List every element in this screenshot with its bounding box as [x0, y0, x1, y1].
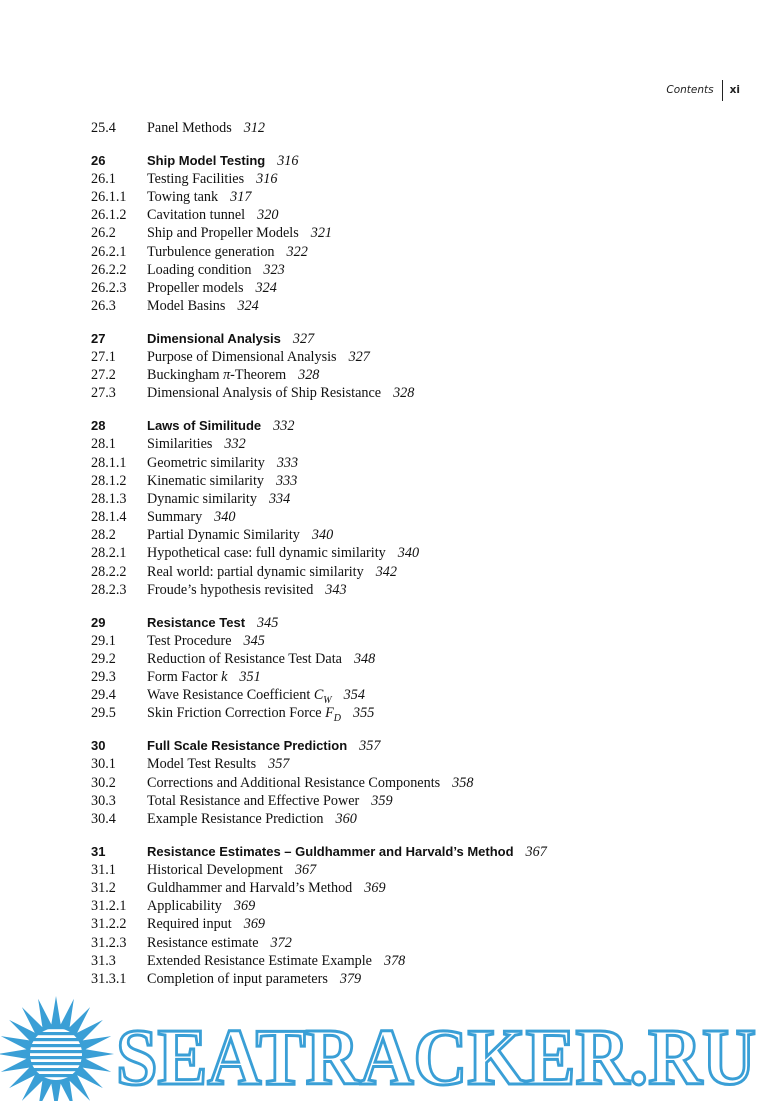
toc-entry-number: 28.2.1 [91, 545, 127, 562]
toc-entry-page: 357 [359, 738, 381, 755]
toc-entry-number: 26.3 [91, 298, 116, 315]
toc-entry-number: 27.2 [91, 367, 116, 384]
toc-entry-number: 28.1.4 [91, 509, 127, 526]
toc-entry-page: 316 [256, 170, 278, 187]
toc-entry-page: 327 [348, 349, 370, 366]
toc-entry-page: 320 [257, 207, 279, 224]
toc-entry-page: 345 [243, 632, 265, 649]
toc-entry-number: 27 [91, 330, 106, 346]
toc-entry-page: 351 [239, 669, 261, 686]
toc-entry-number: 31 [91, 843, 106, 859]
toc-entry [91, 632, 730, 650]
table-of-contents [91, 119, 730, 988]
toc-entry-title: Resistance Estimates – Guldhammer and Harvald’s Method [147, 843, 514, 859]
toc-entry [91, 454, 730, 472]
toc-entry-number: 25.4 [91, 120, 116, 136]
toc-entry-page: 369 [243, 916, 265, 933]
toc-entry-title: Applicability [147, 898, 222, 915]
toc-entry [91, 897, 730, 915]
toc-entry-number: 30 [91, 738, 106, 754]
toc-entry-number: 28.1.3 [91, 490, 127, 507]
running-head-title: Contents [666, 84, 714, 96]
toc-entry-title: Required input [147, 916, 232, 933]
sun-logo-icon [0, 996, 114, 1101]
toc-entry-title: Test Procedure [147, 632, 232, 649]
toc-entry-page: 332 [273, 418, 295, 435]
toc-entry-number: 30.3 [91, 792, 116, 809]
toc-entry-page: 367 [294, 861, 317, 878]
toc-entry-number: 31.3 [91, 952, 116, 969]
toc-entry-page: 348 [353, 650, 376, 667]
toc-chapter-entry [91, 737, 730, 755]
toc-entry-page: 359 [371, 792, 393, 809]
toc-entry [91, 792, 730, 810]
toc-entry-title: Wave Resistance Coefficient $C_W$ [147, 687, 332, 707]
toc-entry-page: 328 [298, 367, 320, 384]
toc-entry-number: 29.5 [91, 705, 116, 722]
toc-entry-title: Hypothetical case: full dynamic similarity [147, 545, 386, 562]
toc-entry-number: 28.1 [91, 436, 116, 453]
toc-entry-number: 26 [91, 152, 106, 168]
toc-chapter-entry [91, 330, 730, 348]
toc-entry [91, 915, 730, 933]
toc-entry-page: 333 [276, 472, 298, 489]
toc-entry [91, 686, 730, 707]
toc-entry-number: 28.2.2 [91, 563, 127, 580]
toc-entry-title: Full Scale Resistance Prediction [147, 738, 348, 754]
toc-entry-title: Extended Resistance Estimate Example [147, 952, 372, 969]
toc-entry-page: 327 [292, 330, 315, 347]
toc-entry-title: Resistance estimate [147, 934, 259, 951]
toc-entry-number: 27.3 [91, 385, 116, 402]
toc-entry-title: Partial Dynamic Similarity [147, 527, 300, 544]
toc-entry-page: 321 [310, 225, 332, 242]
toc-entry-title: Froude’s hypothesis revisited [147, 581, 314, 598]
toc-entry-title: Ship and Propeller Models [147, 225, 299, 242]
toc-entry-title: Purpose of Dimensional Analysis [147, 349, 337, 366]
toc-entry [91, 366, 730, 384]
toc-entry-title: Towing tank [147, 189, 219, 206]
toc-entry [91, 704, 730, 725]
toc-entry [91, 774, 730, 792]
toc-entry [91, 261, 730, 279]
toc-entry-page: 367 [525, 843, 547, 860]
toc-entry-number: 28.2 [91, 527, 116, 544]
toc-chapter-entry [91, 614, 730, 632]
toc-entry [91, 563, 730, 581]
toc-entry-page: 378 [383, 952, 406, 969]
page-number: xi [729, 84, 740, 96]
toc-entry-page: 343 [325, 581, 347, 598]
toc-entry-title: Form Factor k [147, 669, 228, 686]
toc-entry [91, 348, 730, 366]
toc-entry-number: 26.2.3 [91, 280, 127, 296]
toc-entry-page: 340 [397, 545, 420, 562]
toc-entry [91, 490, 730, 508]
toc-entry-number: 26.1.2 [91, 207, 127, 224]
toc-entry-number: 26.2 [91, 225, 116, 242]
toc-entry-title: Resistance Test [147, 614, 246, 630]
toc-entry-number: 31.2.3 [91, 934, 127, 951]
toc-entry-title: Laws of Similitude [147, 418, 262, 434]
toc-entry-page: 322 [286, 243, 308, 260]
toc-entry-title: Turbulence generation [147, 243, 275, 260]
toc-entry-title: Buckingham π-Theorem [147, 367, 287, 384]
toc-entry-title: Similarities [147, 436, 213, 453]
toc-entry [91, 861, 730, 879]
toc-entry-title: Model Basins [147, 298, 226, 315]
toc-entry-title: Real world: partial dynamic similarity [147, 563, 364, 580]
toc-entry [91, 119, 730, 137]
toc-entry-page: 324 [237, 298, 259, 315]
toc-entry [91, 508, 730, 526]
toc-entry-number: 31.2.1 [91, 898, 127, 915]
toc-entry-page: 312 [243, 120, 266, 136]
toc-entry [91, 206, 730, 224]
toc-entry-number: 27.1 [91, 349, 116, 366]
toc-entry-title: Guldhammer and Harvald’s Method [147, 879, 353, 896]
toc-entry-number: 28 [91, 418, 106, 434]
toc-entry-title: Corrections and Additional Resistance Components [147, 774, 441, 791]
toc-entry-page: 369 [233, 898, 256, 915]
page-header [666, 80, 740, 100]
toc-entry-title: Summary [147, 509, 203, 526]
toc-entry-title: Total Resistance and Effective Power [147, 792, 360, 809]
toc-entry [91, 224, 730, 242]
toc-entry [91, 879, 730, 897]
toc-entry-number: 28.1.2 [91, 472, 127, 489]
toc-entry [91, 544, 730, 562]
toc-entry-page: 332 [224, 436, 246, 453]
toc-entry-title: Testing Facilities [147, 170, 245, 187]
toc-entry-number: 29.2 [91, 650, 116, 667]
toc-entry-title: Skin Friction Correction Force $F_D$ [147, 705, 342, 725]
toc-entry-title: Dynamic similarity [147, 490, 257, 507]
toc-entry [91, 297, 730, 315]
watermark-text: SEATRACKER.RU [116, 1014, 756, 1101]
toc-entry-page: 340 [311, 527, 334, 544]
toc-entry-page: 345 [257, 614, 279, 631]
toc-entry [91, 952, 730, 970]
toc-entry [91, 934, 730, 952]
toc-entry-number: 28.1.1 [91, 454, 127, 471]
toc-entry-number: 31.1 [91, 861, 116, 878]
toc-entry-page: 355 [353, 705, 375, 722]
toc-entry-number: 29.3 [91, 669, 116, 686]
toc-entry-title: Example Resistance Prediction [147, 810, 324, 827]
toc-entry-title: Reduction of Resistance Test Data [147, 650, 342, 667]
toc-entry-number: 29 [91, 614, 106, 630]
toc-entry-title: Kinematic similarity [147, 472, 265, 489]
toc-entry-number: 31.2.2 [91, 916, 127, 933]
toc-entry-page: 358 [452, 774, 474, 791]
toc-entry-number: 30.4 [91, 810, 116, 827]
toc-entry-title: Cavitation tunnel [147, 207, 246, 224]
toc-entry-page: 342 [375, 563, 397, 580]
toc-entry-title: Loading condition [147, 261, 252, 278]
toc-entry [91, 170, 730, 188]
toc-entry-page: 379 [339, 970, 362, 987]
toc-entry-number: 29.1 [91, 632, 116, 649]
toc-entry-title: Propeller models [147, 280, 244, 296]
watermark-logo [0, 984, 770, 1101]
toc-entry [91, 279, 730, 297]
toc-entry [91, 188, 730, 206]
toc-entry [91, 755, 730, 773]
toc-entry-title: Historical Development [147, 861, 283, 878]
toc-entry-page: 360 [335, 810, 357, 827]
toc-entry [91, 526, 730, 544]
toc-entry-title: Ship Model Testing [147, 152, 266, 168]
toc-entry [91, 384, 730, 402]
toc-entry-number: 31.3.1 [91, 970, 127, 987]
toc-chapter-entry [91, 417, 730, 435]
toc-entry-page: 317 [230, 189, 252, 206]
toc-entry-number: 26.2.2 [91, 261, 127, 278]
toc-entry [91, 472, 730, 490]
toc-entry-page: 324 [255, 280, 277, 296]
toc-entry-page: 323 [263, 261, 285, 278]
toc-entry-page: 334 [268, 490, 291, 507]
toc-entry-number: 26.1.1 [91, 189, 127, 206]
header-divider [722, 80, 723, 101]
toc-entry-title: Dimensional Analysis [147, 330, 281, 346]
toc-entry-number: 26.1 [91, 170, 116, 187]
toc-entry [91, 581, 730, 599]
toc-entry-page: 328 [393, 385, 415, 402]
toc-entry-page: 372 [270, 934, 292, 951]
toc-entry-number: 28.2.3 [91, 581, 127, 598]
toc-entry-page: 369 [364, 879, 386, 896]
toc-chapter-entry [91, 843, 730, 861]
toc-entry-title: Completion of input parameters [147, 970, 328, 987]
toc-entry-page: 316 [277, 152, 299, 169]
toc-entry [91, 243, 730, 261]
toc-entry [91, 650, 730, 668]
toc-entry-number: 30.1 [91, 756, 116, 773]
toc-entry-title: Geometric similarity [147, 454, 265, 471]
toc-entry-title: Dimensional Analysis of Ship Resistance [147, 385, 382, 402]
toc-entry-page: 357 [268, 756, 290, 773]
toc-entry-title: Panel Methods [147, 120, 232, 136]
toc-entry-title: Model Test Results [147, 756, 257, 773]
toc-entry [91, 668, 730, 686]
toc-entry [91, 435, 730, 453]
toc-entry-number: 26.2.1 [91, 243, 127, 260]
toc-entry-number: 30.2 [91, 774, 116, 791]
toc-entry-page: 354 [343, 687, 365, 704]
toc-entry [91, 810, 730, 828]
toc-entry-number: 29.4 [91, 687, 116, 704]
toc-entry-page: 340 [214, 509, 236, 526]
toc-entry-page: 333 [276, 454, 299, 471]
toc-entry-number: 31.2 [91, 879, 116, 896]
toc-chapter-entry [91, 152, 730, 170]
